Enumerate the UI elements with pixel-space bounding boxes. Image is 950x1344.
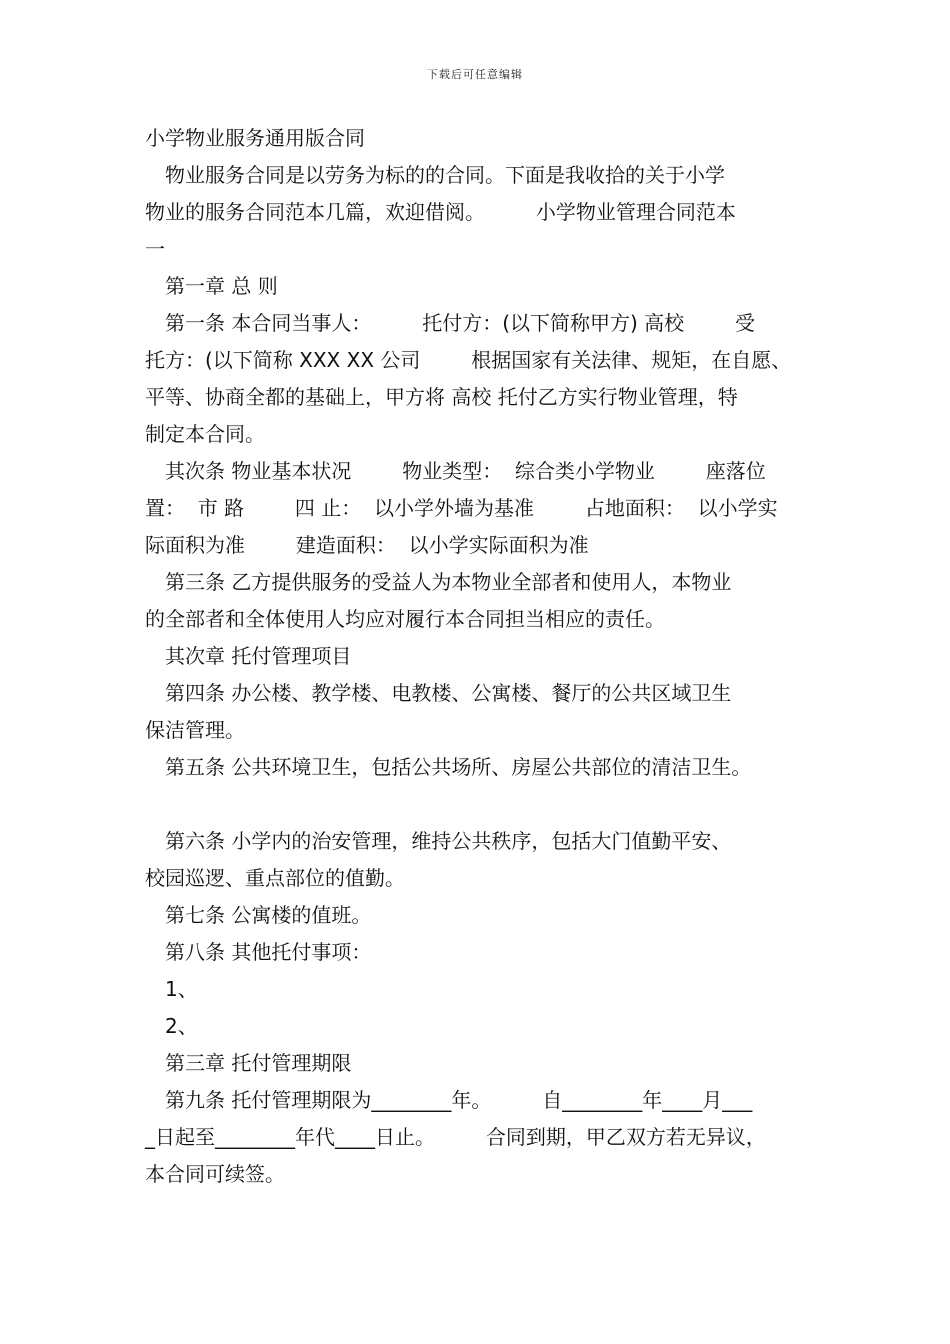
document-line: 2、: [165, 1014, 198, 1038]
document-line: 第一章 总 则: [165, 274, 278, 298]
document-line: 平等、协商全都的基础上，甲方将 高校 托付乙方实行物业管理，特: [145, 385, 738, 409]
document-line: 际面积为准 建造面积： 以小学实际面积为准: [145, 533, 589, 557]
document-line: 第四条 办公楼、教学楼、电教楼、公寓楼、餐厅的公共区域卫生: [165, 681, 732, 705]
document-line: 的全部者和全体使用人均应对履行本合同担当相应的责任。: [145, 607, 665, 631]
document-line: 第五条 公共环境卫生，包括公共场所、房屋公共部位的清洁卫生。: [165, 755, 752, 779]
document-line: 第七条 公寓楼的值班。: [165, 903, 372, 927]
document-line: 物业服务合同是以劳务为标的的合同。下面是我收拾的关于小学: [165, 163, 725, 187]
document-line: 第一条 本合同当事人： 托付方：(以下简称甲方) 高校 受: [165, 311, 756, 335]
document-line: 第六条 小学内的治安管理，维持公共秩序，包括大门值勤平安、: [165, 829, 732, 853]
document-line: 保洁管理。: [145, 718, 245, 742]
document-line: 托方：(以下简称 XXX XX 公司 根据国家有关法律、规矩，在自愿、: [145, 348, 792, 372]
document-line: 制定本合同。: [145, 422, 265, 446]
document-line: _日起至________年代____日止。 合同到期，甲乙双方若无异议，: [145, 1125, 766, 1149]
document-line: 置： 市 路 四 止： 以小学外墙为基准 占地面积： 以小学实: [145, 496, 778, 520]
blank-line: [145, 786, 825, 823]
document-line: 第九条 托付管理期限为________年。 自________年____月___: [165, 1088, 753, 1112]
document-line: 第八条 其他托付事项：: [165, 940, 372, 964]
document-line: 一: [145, 237, 165, 261]
document-line: 本合同可续签。: [145, 1162, 285, 1186]
document-line: 1、: [165, 977, 198, 1001]
document-body: [145, 120, 825, 1193]
document-line: 校园巡逻、重点部位的值勤。: [145, 866, 405, 890]
document-line: 其次章 托付管理项目: [165, 644, 352, 668]
document-line: 其次条 物业基本状况 物业类型： 综合类小学物业 座落位: [165, 459, 766, 483]
document-line: 第三条 乙方提供服务的受益人为本物业全部者和使用人，本物业: [165, 570, 732, 594]
page-header-note: 下载后可任意编辑: [427, 68, 523, 81]
document-line: 第三章 托付管理期限: [165, 1051, 352, 1075]
document-line: 物业的服务合同范本几篇，欢迎借阅。 小学物业管理合同范本: [145, 200, 736, 224]
document-line: 小学物业服务通用版合同: [145, 126, 365, 150]
